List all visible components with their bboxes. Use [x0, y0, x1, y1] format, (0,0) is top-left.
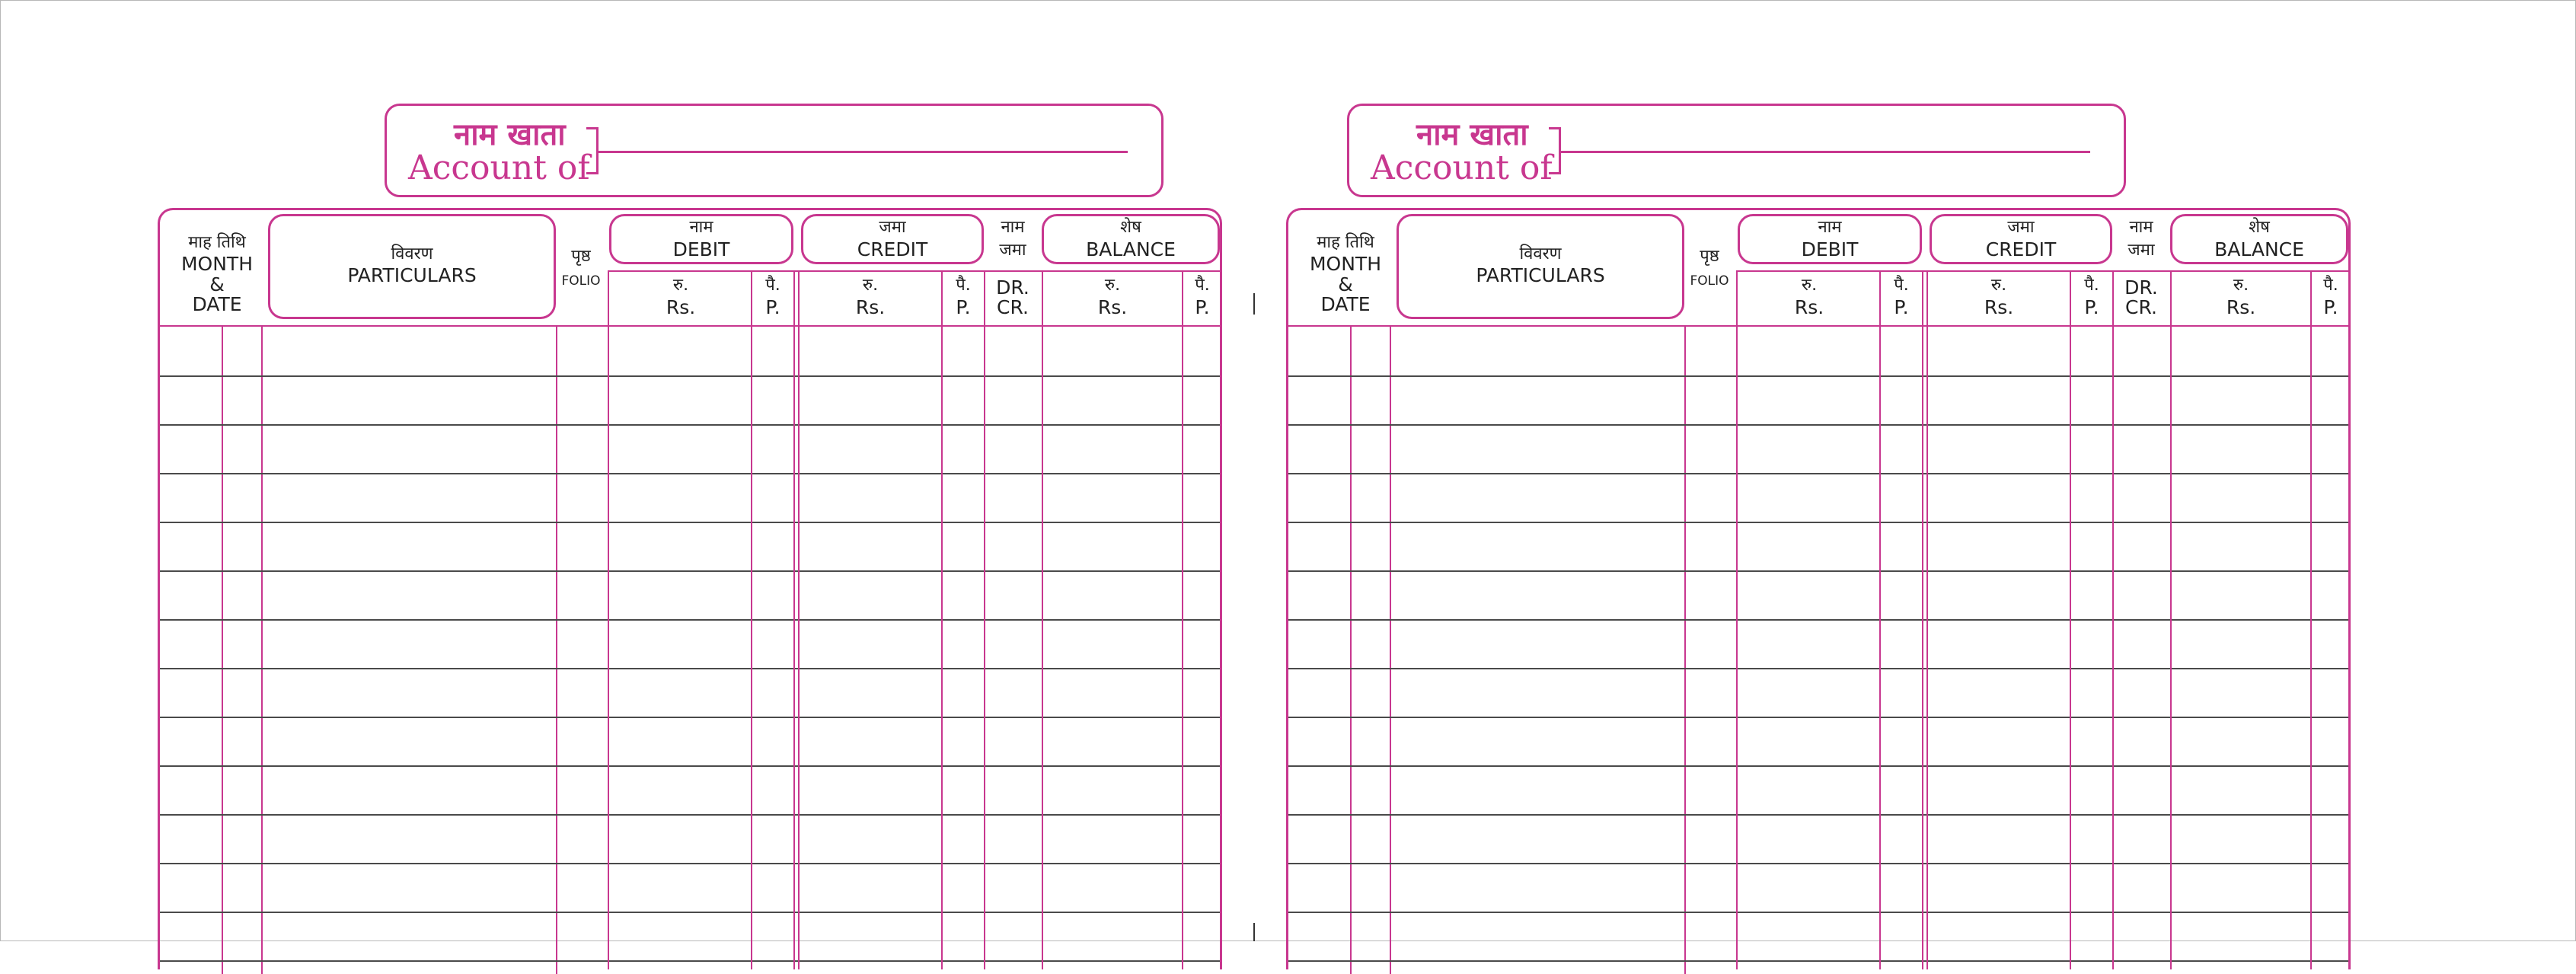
ledger-table: [158, 208, 1222, 969]
account-title-english: Account of: [1371, 148, 1553, 187]
month-date-hindi-label: माह तिथि: [188, 233, 246, 252]
particulars-label: PARTICULARS: [347, 264, 477, 286]
ledger-row-rule: [160, 570, 1220, 572]
ledger-body[interactable]: [160, 325, 1220, 974]
column-separator: [1736, 271, 1738, 969]
credit-rs-hindi: रु.: [862, 276, 879, 295]
ledger-row-rule: [1288, 912, 2348, 913]
debit-p-label: P.: [765, 296, 780, 318]
month-date-hindi-label: माह तिथि: [1317, 233, 1374, 252]
ledger-row-rule: [160, 960, 1220, 962]
column-separator: [2112, 271, 2114, 969]
credit-rs-hindi: रु.: [1990, 276, 2007, 295]
column-separator: [1926, 271, 1928, 969]
ledger-row-rule: [160, 473, 1220, 474]
account-name-line[interactable]: [1561, 151, 2090, 153]
ledger-row-rule: [1288, 619, 2348, 621]
balance-p-hindi: पै.: [1195, 276, 1210, 295]
debit-hindi-label: नाम: [1818, 218, 1842, 237]
ledger-row-rule: [160, 765, 1220, 767]
debit-rs-hindi: रु.: [672, 276, 689, 295]
title-bracket: [1549, 127, 1561, 174]
balance-hindi-label: शेष: [1120, 218, 1141, 237]
double-rule: [793, 271, 795, 969]
ledger-row-rule: [160, 814, 1220, 816]
ledger-row-rule: [160, 619, 1220, 621]
ampersand-label: &: [209, 273, 225, 295]
ledger-row-rule: [1288, 473, 2348, 474]
double-rule: [1922, 271, 1923, 969]
title-bracket: [586, 127, 599, 174]
subcolumn-separator: [2070, 271, 2071, 969]
ledger-row-rule: [160, 912, 1220, 913]
ampersand-label: &: [1338, 273, 1353, 295]
folio-label: FOLIO: [1690, 273, 1729, 289]
month-label: MONTH: [1309, 253, 1382, 275]
ledger-row-rule: [1288, 375, 2348, 377]
subcolumn-separator: [941, 271, 943, 969]
ledger-row-rule: [1288, 765, 2348, 767]
dr-label: DR.: [996, 276, 1029, 299]
balance-label: BALANCE: [1086, 238, 1176, 260]
subheader-rule: [1736, 270, 2351, 272]
cr-label: CR.: [997, 296, 1029, 318]
credit-p-label: P.: [2084, 296, 2099, 318]
particulars-hindi-label: विवरण: [391, 244, 433, 263]
credit-label: CREDIT: [1985, 238, 2057, 260]
column-separator: [608, 271, 609, 969]
account-title-english: Account of: [408, 148, 590, 187]
date-label: DATE: [192, 293, 242, 315]
ledger-row-rule: [160, 863, 1220, 864]
subcolumn-separator: [1879, 271, 1881, 969]
credit-label: CREDIT: [857, 238, 928, 260]
subcolumn-separator: [751, 271, 752, 969]
ledger-row-rule: [1288, 717, 2348, 718]
drcr-hindi-label-1: नाम: [2129, 218, 2153, 237]
month-label: MONTH: [180, 253, 254, 275]
balance-p-label: P.: [1195, 296, 1210, 318]
folio-hindi-label: पृष्ठ: [571, 247, 591, 266]
debit-p-hindi: पै.: [765, 276, 780, 295]
ledger-row-rule: [160, 668, 1220, 669]
debit-rs-label: Rs.: [1794, 296, 1824, 318]
ledger-row-rule: [160, 375, 1220, 377]
subcolumn-separator: [1182, 271, 1183, 969]
ledger-row-rule: [1288, 668, 2348, 669]
credit-p-hindi: पै.: [956, 276, 971, 295]
column-separator: [984, 271, 985, 969]
dr-label: DR.: [2124, 276, 2158, 299]
credit-rs-label: Rs.: [855, 296, 886, 318]
ledger-row-rule: [160, 424, 1220, 426]
column-separator: [798, 271, 800, 969]
spine-mark-bottom: [1253, 923, 1255, 941]
account-title-hindi: नाम खाता: [1416, 117, 1528, 152]
balance-p-hindi: पै.: [2323, 276, 2338, 295]
debit-label: DEBIT: [672, 238, 730, 260]
column-separator: [1042, 271, 1043, 969]
balance-label: BALANCE: [2214, 238, 2304, 260]
ledger-row-rule: [160, 522, 1220, 523]
column-separator: [2170, 271, 2172, 969]
credit-hindi-label: जमा: [2007, 218, 2035, 237]
debit-label: DEBIT: [1801, 238, 1859, 260]
drcr-hindi-label-2: जमा: [999, 241, 1026, 260]
debit-hindi-label: नाम: [689, 218, 713, 237]
ledger-page-left: [158, 0, 1224, 941]
credit-hindi-label: जमा: [879, 218, 906, 237]
folio-hindi-label: पृष्ठ: [1700, 247, 1719, 266]
account-title-hindi: नाम खाता: [454, 117, 566, 152]
balance-rs-label: Rs.: [2226, 296, 2256, 318]
balance-hindi-label: शेष: [2249, 218, 2270, 237]
account-title-box: [385, 104, 1164, 197]
credit-rs-label: Rs.: [1984, 296, 2014, 318]
ledger-row-rule: [1288, 863, 2348, 864]
particulars-hindi-label: विवरण: [1519, 244, 1562, 263]
debit-p-hindi: पै.: [1894, 276, 1909, 295]
debit-p-label: P.: [1894, 296, 1909, 318]
ledger-row-rule: [1288, 522, 2348, 523]
spine-mark-top: [1253, 293, 1255, 315]
drcr-hindi-label-2: जमा: [2128, 241, 2155, 260]
ledger-page-right: [1286, 0, 2352, 941]
ledger-row-rule: [1288, 424, 2348, 426]
balance-p-label: P.: [2323, 296, 2338, 318]
credit-p-label: P.: [956, 296, 971, 318]
balance-rs-hindi: रु.: [2233, 276, 2249, 295]
account-name-line[interactable]: [599, 151, 1128, 153]
ledger-row-rule: [160, 717, 1220, 718]
ledger-row-rule: [1288, 960, 2348, 962]
ledger-table: [1286, 208, 2351, 969]
drcr-hindi-label-1: नाम: [1001, 218, 1025, 237]
date-label: DATE: [1320, 293, 1371, 315]
ledger-row-rule: [1288, 814, 2348, 816]
folio-label: FOLIO: [561, 273, 601, 289]
balance-rs-hindi: रु.: [1104, 276, 1121, 295]
credit-p-hindi: पै.: [2084, 276, 2099, 295]
debit-rs-label: Rs.: [666, 296, 696, 318]
particulars-label: PARTICULARS: [1476, 264, 1605, 286]
balance-rs-label: Rs.: [1097, 296, 1128, 318]
ledger-body[interactable]: [1288, 325, 2348, 974]
subcolumn-separator: [2310, 271, 2312, 969]
subheader-rule: [608, 270, 1222, 272]
account-title-box: [1347, 104, 2126, 197]
cr-label: CR.: [2125, 296, 2157, 318]
ledger-row-rule: [1288, 570, 2348, 572]
debit-rs-hindi: रु.: [1801, 276, 1818, 295]
